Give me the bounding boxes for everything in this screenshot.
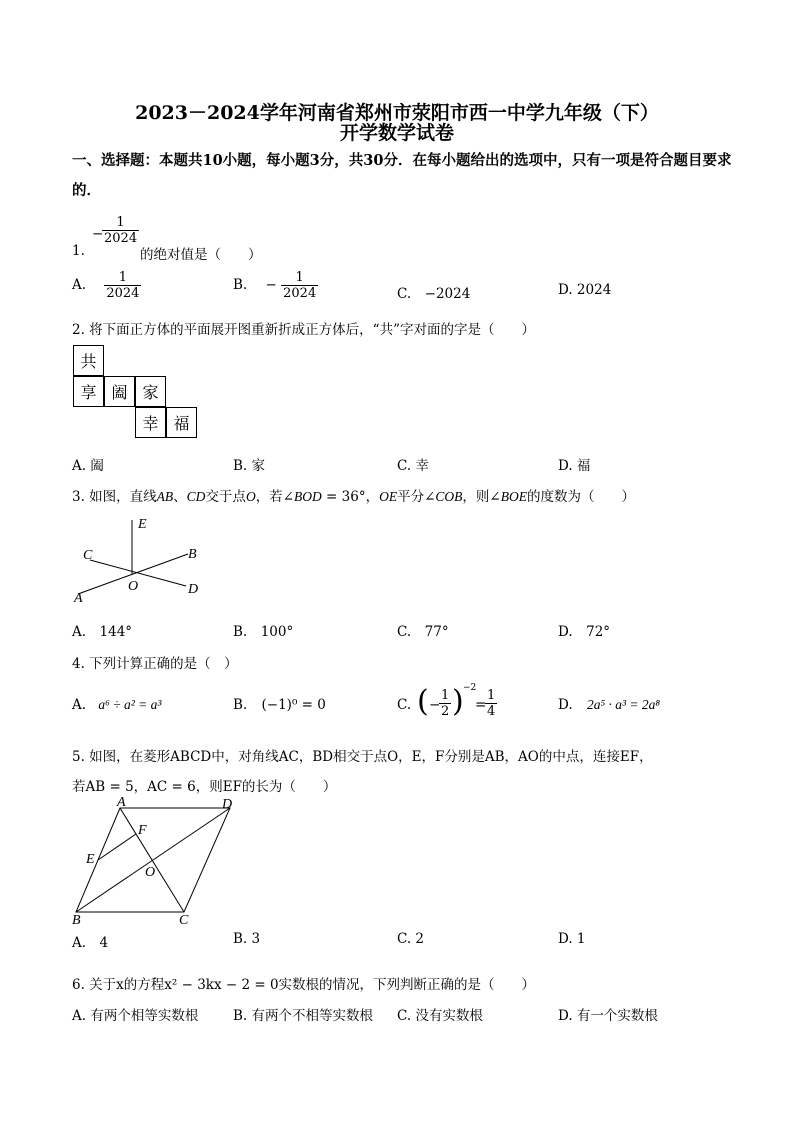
- question-3: [72, 485, 635, 505]
- label-o: O: [145, 865, 156, 880]
- q1-fraction: [102, 215, 139, 246]
- q1-option-b-label: B.: [233, 277, 248, 293]
- q3-mid1: 交于点: [205, 489, 246, 505]
- label-o: O: [128, 579, 139, 594]
- q3-var-ab: AB: [156, 489, 174, 504]
- label-c: C: [179, 913, 189, 928]
- q4-option-c-base-den: 2: [441, 704, 450, 719]
- q3-var-bod: BOD: [294, 489, 322, 504]
- q3-figure: [70, 512, 220, 606]
- q3-option-d: D. 72°: [558, 624, 611, 640]
- cube-net-cell: 共: [73, 345, 104, 376]
- q4-option-c-lparen: (: [417, 684, 429, 719]
- q3-prefix: 3. 如图，直线: [72, 489, 157, 505]
- cube-net-cell: 阖: [104, 376, 135, 407]
- q3-sep: 、: [173, 489, 187, 505]
- q1-number: 1.: [72, 243, 85, 259]
- q5-option-b: B. 3: [233, 931, 261, 947]
- q3-option-c: C. 77°: [397, 624, 449, 640]
- q1-option-b-fraction: [281, 270, 318, 301]
- q4-option-c-rparen: ): [452, 684, 464, 719]
- q4-option-a-expr: a⁶ ÷ a² = a³: [98, 697, 162, 712]
- q3-option-a: A. 144°: [72, 624, 133, 640]
- q5-option-c: C. 2: [397, 931, 425, 947]
- q4-option-b: [233, 697, 326, 713]
- q6-option-d: D. 有一个实数根: [558, 1008, 658, 1024]
- q3-suffix: 的度数为（ ）: [526, 489, 635, 505]
- label-a: A: [74, 591, 83, 606]
- label-a: A: [117, 796, 126, 810]
- q4-option-c-equals: =: [475, 697, 487, 713]
- q4-option-d-expr: 2a⁵ · a³ = 2a⁸: [586, 697, 661, 712]
- q1-text: 的绝对值是（ ）: [140, 247, 262, 263]
- q1-option-a: [72, 270, 141, 301]
- q1-option-b-denominator: 2024: [283, 286, 317, 301]
- q1-option-b: [233, 270, 318, 301]
- q3-mid2: ，若∠: [255, 489, 294, 505]
- q1-minus: −: [92, 226, 104, 242]
- q1-option-a-numerator: 1: [118, 270, 128, 285]
- question-2: 2. 将下面正方体的平面展开图重新折成正方体后，“共”字对面的字是（ ）: [72, 322, 535, 338]
- diagonal-ac: [120, 808, 184, 912]
- q3-option-b: B. 100°: [233, 624, 294, 640]
- q1-option-a-fraction: [104, 270, 141, 301]
- q6-option-a: A. 有两个相等实数根: [72, 1008, 199, 1024]
- q6-option-b: B. 有两个不相等实数根: [233, 1008, 374, 1024]
- q1-option-b-numerator: 1: [295, 270, 304, 285]
- q3-var-cob: COB: [435, 489, 463, 504]
- label-e: E: [86, 852, 95, 867]
- exam-title-line1: 2023－2024学年河南省郑州市荥阳市西一中学九年级（下）: [135, 102, 659, 124]
- q3-mid3: = 36°，: [321, 489, 380, 505]
- q4-option-c-minus: −: [429, 697, 441, 713]
- q4-option-b-expr: (−1)⁰ = 0: [261, 697, 326, 713]
- q3-var-cd: CD: [186, 489, 206, 504]
- q3-var-boe: BOE: [500, 489, 527, 504]
- q4-option-a: [72, 697, 161, 713]
- label-b: B: [188, 547, 197, 562]
- q4-option-b-label: B.: [233, 697, 248, 713]
- q1-option-a-label: A.: [72, 277, 87, 293]
- q4-option-c-rhs-num: 1: [487, 688, 496, 703]
- label-c: C: [83, 548, 93, 563]
- q3-mid4: 平分∠: [397, 489, 436, 505]
- q4-option-c-rhs: [485, 688, 497, 719]
- q3-mid5: ，则∠: [462, 489, 501, 505]
- q1-option-b-minus: −: [265, 277, 277, 293]
- cube-net-cell: 享: [73, 376, 104, 407]
- exam-title-line2: 开学数学试卷: [339, 122, 454, 144]
- q4-option-c-label: C.: [397, 697, 412, 713]
- q2-option-b: B. 家: [233, 458, 266, 474]
- label-f: F: [138, 823, 147, 838]
- q1-option-a-denominator: 2024: [106, 286, 140, 301]
- q2-option-d: D. 福: [558, 458, 591, 474]
- q1-option-c: C. −2024: [397, 286, 471, 302]
- question-6: 6. 关于x的方程x² − 3kx − 2 = 0实数根的情况，下列判断正确的是（ ）: [72, 977, 536, 993]
- q3-var-oe: OE: [379, 489, 398, 504]
- question-5-line1: 5. 如图，在菱形ABCD中，对角线AC，BD相交于点O，E，F分别是AB，AO的中点，连接EF，: [72, 749, 653, 765]
- cube-net-cell: 幸: [135, 407, 166, 438]
- q1-option-d: D. 2024: [558, 282, 612, 298]
- question-4: 4. 下列计算正确的是（ ）: [72, 656, 238, 672]
- q4-option-d: [558, 697, 660, 713]
- q1-fraction-numerator: 1: [116, 215, 125, 230]
- q4-option-c-base: [439, 688, 451, 719]
- q4-option-c-exponent: −2: [463, 683, 477, 693]
- cube-net-cell: 家: [135, 376, 166, 407]
- q4-option-a-label: A.: [72, 697, 87, 713]
- q4-option-d-label: D.: [558, 697, 573, 713]
- q5-option-a: A. 4: [72, 935, 109, 951]
- label-b: B: [72, 913, 81, 928]
- q5-option-d: D. 1: [558, 931, 586, 947]
- q6-option-c: C. 没有实数根: [397, 1008, 483, 1024]
- label-d: D: [188, 582, 199, 597]
- q4-option-c-base-num: 1: [441, 688, 450, 703]
- q4-option-c-rhs-den: 4: [487, 704, 496, 719]
- q3-var-o: O: [245, 489, 256, 504]
- q2-option-c: C. 幸: [397, 458, 429, 474]
- label-d: D: [222, 797, 233, 812]
- q1-fraction-denominator: 2024: [104, 231, 138, 246]
- question-5-line2: 若AB = 5，AC = 6，则EF的长为（ ）: [72, 779, 337, 795]
- label-e: E: [138, 517, 147, 532]
- section-heading: 一、选择题：本题共10小题，每小题3分，共30分．在每小题给出的选项中，只有一项是符合题目要求的．: [72, 152, 732, 199]
- cube-net-cell: 福: [166, 407, 197, 438]
- q5-figure: [70, 796, 240, 928]
- q2-option-a: A. 阖: [72, 458, 104, 474]
